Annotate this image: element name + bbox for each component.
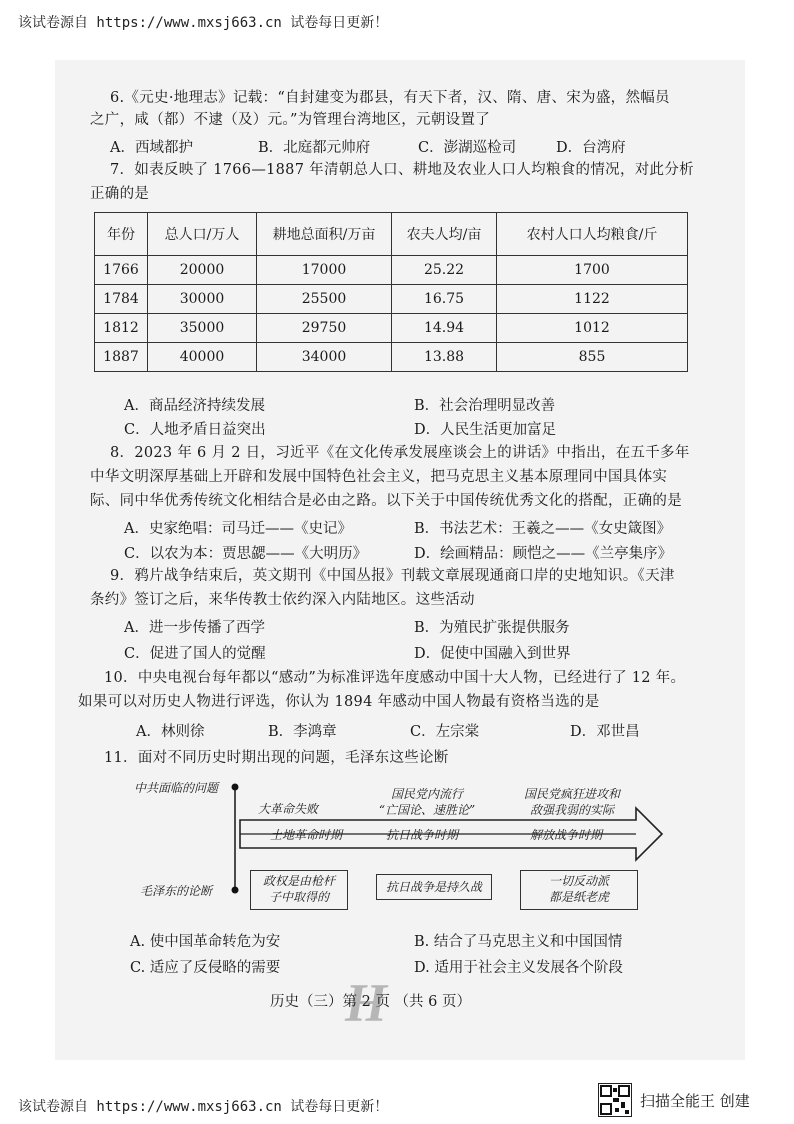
scanner-brand: 扫描全能王 创建 xyxy=(640,1092,750,1110)
q10-line2: 如果可以对历史人物进行评选，你认为 1894 年感动中国人物最有资格当选的是 xyxy=(78,694,600,710)
table-cell: 34000 xyxy=(257,343,392,372)
q9-option-a: A．进一步传播了西学 xyxy=(124,620,265,636)
q11-option-d: D. 适用于社会主义发展各个阶段 xyxy=(414,960,623,976)
thesis-3: 一切反动派 都是纸老虎 xyxy=(520,870,638,910)
q8-option-d: D．绘画精品：顾恺之——《兰亭集序》 xyxy=(414,546,673,562)
table-header: 耕地总面积/万亩 xyxy=(257,213,392,256)
table-cell: 25500 xyxy=(257,285,392,314)
q9-option-c: C．促进了国人的觉醒 xyxy=(124,646,266,662)
thesis-1: 政权是由枪杆 子中取得的 xyxy=(250,870,348,910)
q8-line3: 际、同中华优秀传统文化相结合是必由之路。以下关于中国传统优秀文化的搭配，正确的是 xyxy=(90,493,682,509)
table-cell: 1012 xyxy=(497,314,688,343)
table-header: 年份 xyxy=(95,213,148,256)
q6-option-c: C．澎湖巡检司 xyxy=(418,140,517,156)
q10-option-c: C．左宗棠 xyxy=(410,724,480,740)
q7-option-d: D．人民生活更加富足 xyxy=(414,422,557,438)
q10-option-d: D．邓世昌 xyxy=(570,724,640,740)
table-cell: 40000 xyxy=(148,343,257,372)
q9-line1: 9．鸦片战争结束后，英文期刊《中国丛报》刊载文章展现通商口岸的史地知识。《天津 xyxy=(110,568,675,584)
q11-line1: 11．面对不同历史时期出现的问题，毛泽东这些论断 xyxy=(104,750,449,766)
q11-option-a: A. 使中国革命转危为安 xyxy=(130,934,281,950)
q8-option-b: B．书法艺术：王羲之——《女史箴图》 xyxy=(414,521,672,537)
period-2: 抗日战争时期 xyxy=(386,828,459,842)
table-cell: 1887 xyxy=(95,343,148,372)
table-cell: 35000 xyxy=(148,314,257,343)
q6-option-b: B．北庭都元帅府 xyxy=(258,140,371,156)
table-cell: 29750 xyxy=(257,314,392,343)
table-cell: 1784 xyxy=(95,285,148,314)
q6-option-a: A．西域都护 xyxy=(110,140,193,156)
q7-option-b: B．社会治理明显改善 xyxy=(414,398,556,414)
watermark-top: 该试卷源自 https://www.mxsj663.cn 试卷每日更新！ xyxy=(18,15,389,31)
table-cell: 30000 xyxy=(148,285,257,314)
table-cell: 1812 xyxy=(95,314,148,343)
qr-code-icon xyxy=(598,1083,632,1117)
period-3: 解放战争时期 xyxy=(530,828,603,842)
table-cell: 855 xyxy=(497,343,688,372)
q9-line2: 条约》签订之后，来华传教士依约深入内陆地区。这些活动 xyxy=(90,592,475,608)
table-cell: 20000 xyxy=(148,256,257,285)
watermark-bottom: 该试卷源自 https://www.mxsj663.cn 试卷每日更新！ xyxy=(18,1099,389,1115)
footer-mark: H xyxy=(345,973,386,1033)
table-cell: 17000 xyxy=(257,256,392,285)
q7-line2: 正确的是 xyxy=(90,186,150,202)
q11-option-c: C. 适应了反侵略的需要 xyxy=(130,960,281,976)
q10-line1: 10．中央电视台每年都以“感动”为标准评选年度感动中国十大人物，已经进行了 12 年。 xyxy=(104,670,686,686)
thesis-2: 抗日战争是持久战 xyxy=(376,874,492,900)
table-cell: 16.75 xyxy=(392,285,497,314)
q6-line2: 之广，咸（都）不逮（及）元。”为管理台湾地区，元朝设置了 xyxy=(90,112,491,128)
q8-option-a: A．史家绝唱：司马迁——《史记》 xyxy=(124,521,352,537)
q6-line1: 6.《元史·地理志》记载：“自封建变为郡县，有天下者，汉、隋、唐、宋为盛，然幅员 xyxy=(110,90,670,106)
problem-1: 大革命失败 xyxy=(258,802,319,816)
table-cell: 13.88 xyxy=(392,343,497,372)
problem-3: 国民党疯狂进攻和 敌强我弱的实际 xyxy=(523,787,620,817)
q10-option-a: A．林则徐 xyxy=(136,724,205,740)
table-header: 总人口/万人 xyxy=(148,213,257,256)
table-header: 农村人口人均粮食/斤 xyxy=(497,213,688,256)
table-cell: 25.22 xyxy=(392,256,497,285)
q8-line2: 中华文明深厚基础上开辟和发展中国特色社会主义，把马克思主义基本原理同中国具体实 xyxy=(90,469,668,485)
q8-option-c: C．以农为本：贾思勰——《大明历》 xyxy=(124,546,368,562)
q7-option-c: C．人地矛盾日益突出 xyxy=(124,422,266,438)
diagram-label-theses: 毛泽东的论断 xyxy=(140,884,213,898)
table-cell: 1122 xyxy=(497,285,688,314)
table-cell: 1700 xyxy=(497,256,688,285)
problem-2: 国民党内流行 “亡国论、速胜论” xyxy=(378,787,476,817)
q11-option-b: B. 结合了马克思主义和中国国情 xyxy=(414,934,623,950)
q7-line1: 7．如表反映了 1766—1887 年清朝总人口、耕地及农业人口人均粮食的情况，对此分析 xyxy=(110,162,694,178)
page-footer: 历史（三）第 2 页 （共 6 页） xyxy=(270,994,471,1010)
q6-option-d: D．台湾府 xyxy=(556,140,626,156)
table-header: 农夫人均/亩 xyxy=(392,213,497,256)
period-1: 土地革命时期 xyxy=(270,828,343,842)
diagram-label-problems: 中共面临的问题 xyxy=(134,781,219,795)
q7-option-a: A．商品经济持续发展 xyxy=(124,398,265,414)
q9-option-b: B．为殖民扩张提供服务 xyxy=(414,620,570,636)
table-cell: 1766 xyxy=(95,256,148,285)
q9-option-d: D．促使中国融入到世界 xyxy=(414,646,571,662)
q8-line1: 8．2023 年 6 月 2 日，习近平《在文化传承发展座谈会上的讲话》中指出，在五千多年 xyxy=(110,445,690,461)
q10-option-b: B．李鸿章 xyxy=(268,724,337,740)
table-cell: 14.94 xyxy=(392,314,497,343)
